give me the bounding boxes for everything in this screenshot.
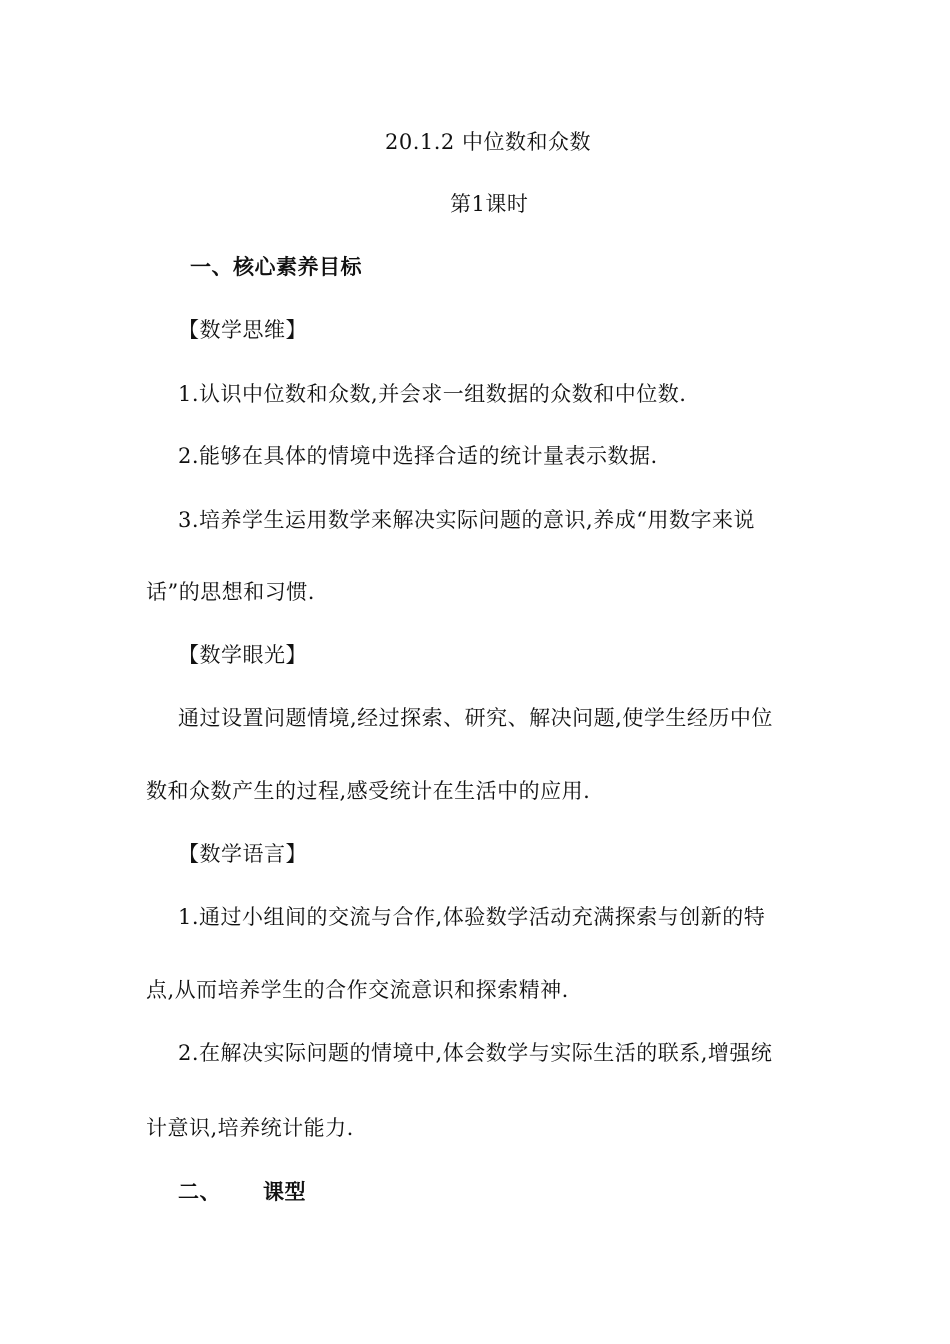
- document-title: 20.1.2 中位数和众数: [385, 130, 591, 154]
- vision-para-line-1: 通过设置问题情境,经过探索、研究、解决问题,使学生经历中位: [178, 706, 773, 730]
- language-item-1-line-1: 1.通过小组间的交流与合作,体验数学活动充满探索与创新的特: [178, 905, 766, 929]
- thinking-item-3-line-2: 话”的思想和习惯.: [146, 580, 315, 604]
- language-item-2-line-1: 2.在解决实际问题的情境中,体会数学与实际生活的联系,增强统: [178, 1041, 773, 1065]
- label-math-language: 【数学语言】: [178, 842, 307, 866]
- language-item-2-line-2: 计意识,培养统计能力.: [146, 1116, 354, 1140]
- section-title: 课型: [263, 1180, 306, 1204]
- document-subtitle: 第1课时: [450, 192, 529, 216]
- section-heading-lesson-type: [178, 1180, 306, 1204]
- thinking-item-1: 1.认识中位数和众数,并会求一组数据的众数和中位数.: [178, 382, 687, 406]
- label-math-vision: 【数学眼光】: [178, 643, 307, 667]
- vision-para-line-2: 数和众数产生的过程,感受统计在生活中的应用.: [146, 779, 591, 803]
- section-number: 二、: [178, 1180, 221, 1204]
- section-heading-objectives: 一、核心素养目标: [190, 255, 362, 279]
- thinking-item-3-line-1: 3.培养学生运用数学来解决实际问题的意识,养成“用数字来说: [178, 508, 755, 532]
- thinking-item-2: 2.能够在具体的情境中选择合适的统计量表示数据.: [178, 444, 658, 468]
- label-math-thinking: 【数学思维】: [178, 318, 307, 342]
- language-item-1-line-2: 点,从而培养学生的合作交流意识和探索精神.: [146, 978, 569, 1002]
